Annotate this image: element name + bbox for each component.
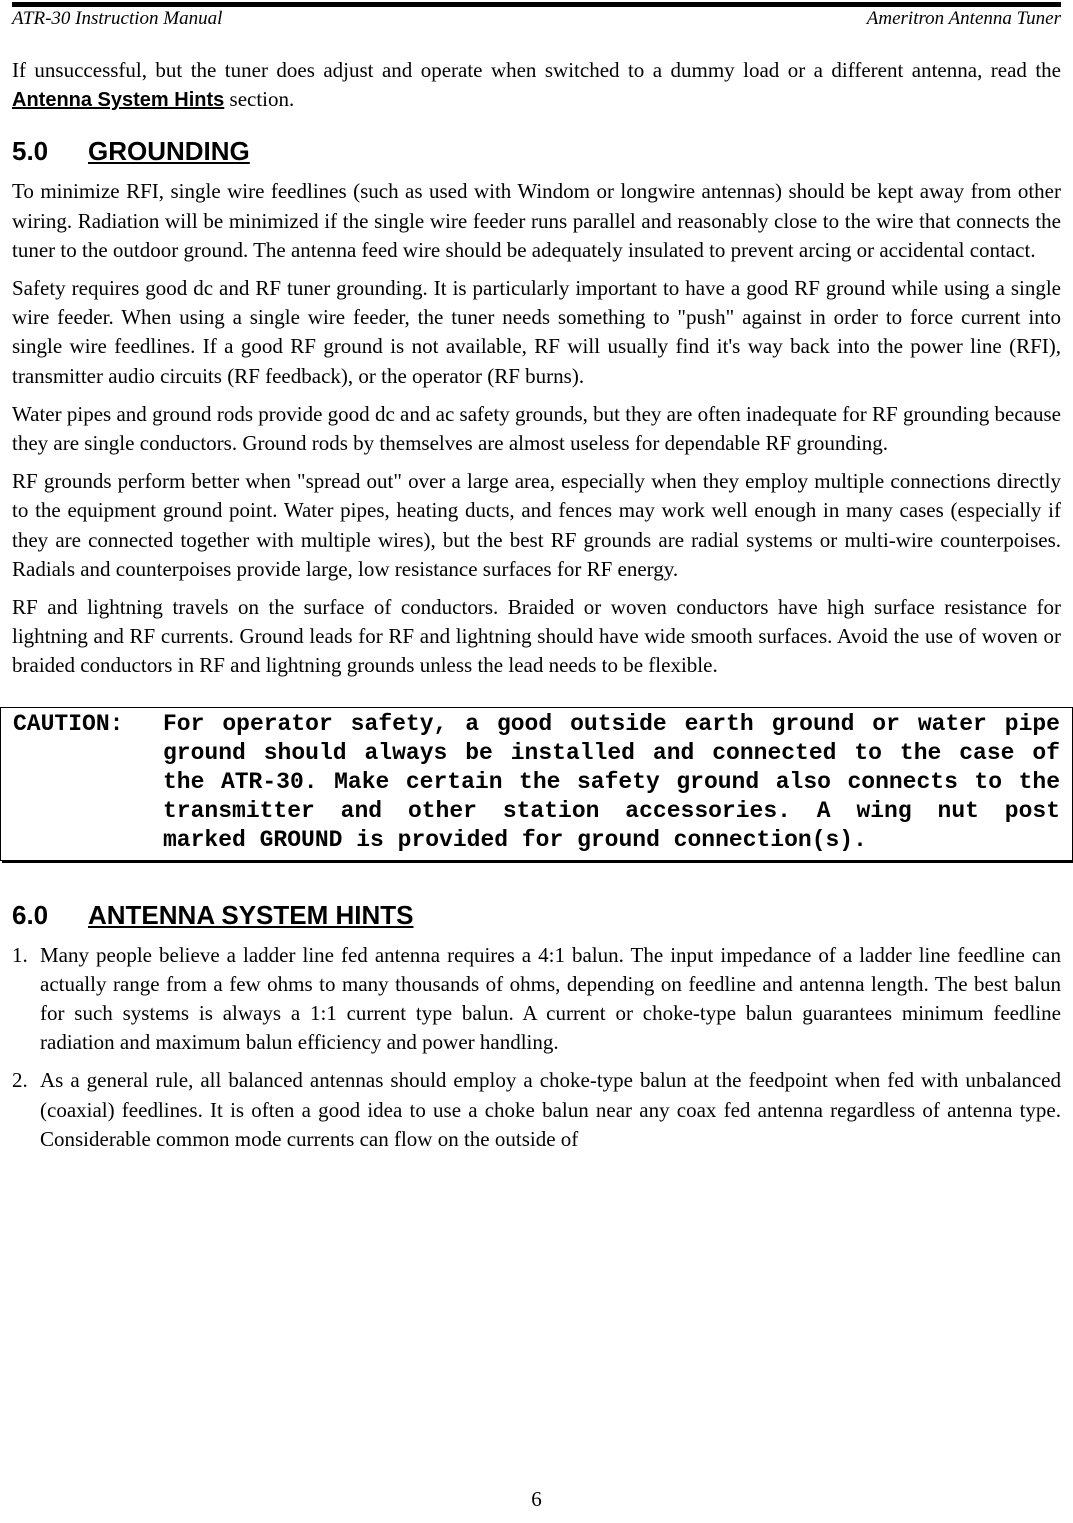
- intro-text-before-link: If unsuccessful, but the tuner does adjust and operate when switched to a dummy load or a different antenna, read the: [12, 58, 1061, 82]
- hint-text-1: Many people believe a ladder line fed antenna requires a 4:1 balun. The input impedance of a ladder line feedline can actually range from a few ohms to many thousands of ohms, depending on feedline and antenna length. The best balun for such systems is always a 1:1 current type balun. A current or choke-type balun guarantees minimum feedline radiation and maximum balun efficiency and power handling.: [40, 942, 1061, 1055]
- hint-item-1: [12, 941, 1061, 1058]
- page-number: 6: [531, 1487, 542, 1511]
- hint-text-2: As a general rule, all balanced antennas should employ a choke-type balun at the feedpoint when fed with unbalanced (coaxial) feedlines. It is often a good idea to use a choke balun near any coax fed antenna regardless of antenna type. Considerable common mode currents can flow on the outside of: [40, 1068, 1061, 1151]
- hint-number-2: 2.: [12, 1068, 28, 1093]
- intro-text-after-link: section.: [224, 87, 295, 112]
- grounding-paragraph-5: RF and lightning travels on the surface of conductors. Braided or woven conductors have high surface resistance for lightning and RF currents. Ground leads for RF and lightning should have wide smooth surfaces. Avoid the use of woven or braided conductors in RF and lightning grounds unless the lead needs to be flexible.: [12, 595, 1061, 678]
- header-product-name: Ameritron Antenna Tuner: [866, 8, 1061, 29]
- hint-item-2: [12, 1066, 1061, 1154]
- grounding-paragraph-1: To minimize RFI, single wire feedlines (such as used with Windom or longwire antennas) should be kept away from other wiring. Radiation will be minimized if the single wire feeder runs parallel and reasonably close to the wire that connects the tuner to the outdoor ground. The antenna feed wire should be adequately insulated to prevent arcing or accidental contact.: [12, 179, 1061, 262]
- hints-list: [12, 941, 1061, 1154]
- header-manual-title: ATR-30 Instruction Manual: [12, 8, 223, 29]
- grounding-paragraph-2: Safety requires good dc and RF tuner grounding. It is particularly important to have a good RF ground while using a single wire feeder. When using a single wire feeder, the tuner needs something to "push" against in order to force current into single wire feedlines. If a good RF ground is not available, RF will usually find it's way back into the power line (RFI), transmitter audio circuits (RF feedback), or the operator (RF burns).: [12, 276, 1061, 388]
- grounding-section-title: GROUNDING: [88, 136, 250, 167]
- caution-label: CAUTION:: [13, 710, 124, 737]
- grounding-section-number: 5.0: [12, 136, 49, 167]
- header-rule: [12, 2, 1061, 7]
- page-content: [12, 56, 1061, 1163]
- intro-paragraph: [12, 56, 1061, 115]
- grounding-paragraph-4: RF grounds perform better when "spread out" over a large area, especially when they employ multiple connections directly to the equipment ground point. Water pipes, heating ducts, and fences may work well enough in many cases (especially if they are connected together with multiple wires), but the best RF grounds are radial systems or multi-wire counterpoises. Radials and counterpoises provide large, low resistance surfaces for RF energy.: [12, 469, 1061, 581]
- caution-text: For operator safety, a good outside earth ground or water pipe ground should always be installed and connected to the case of the ATR-30. Make certain the safety ground also connects to the transmitter and other station accessories. A wing nut post marked GROUND is provided for ground connection(s).: [163, 710, 1060, 854]
- grounding-paragraph-3: Water pipes and ground rods provide good dc and ac safety grounds, but they are often inadequate for RF grounding because they are single conductors. Ground rods by themselves are almost useless for dependable RF grounding.: [12, 401, 1061, 456]
- hints-section-title: ANTENNA SYSTEM HINTS: [88, 899, 414, 930]
- antenna-system-hints-link[interactable]: Antenna System Hints: [12, 89, 225, 112]
- caution-box: [0, 707, 1073, 861]
- antenna-hints-heading: [12, 899, 1061, 931]
- hint-number-1: 1.: [12, 942, 28, 967]
- grounding-heading: [12, 135, 1061, 167]
- hints-section-number: 6.0: [12, 899, 49, 930]
